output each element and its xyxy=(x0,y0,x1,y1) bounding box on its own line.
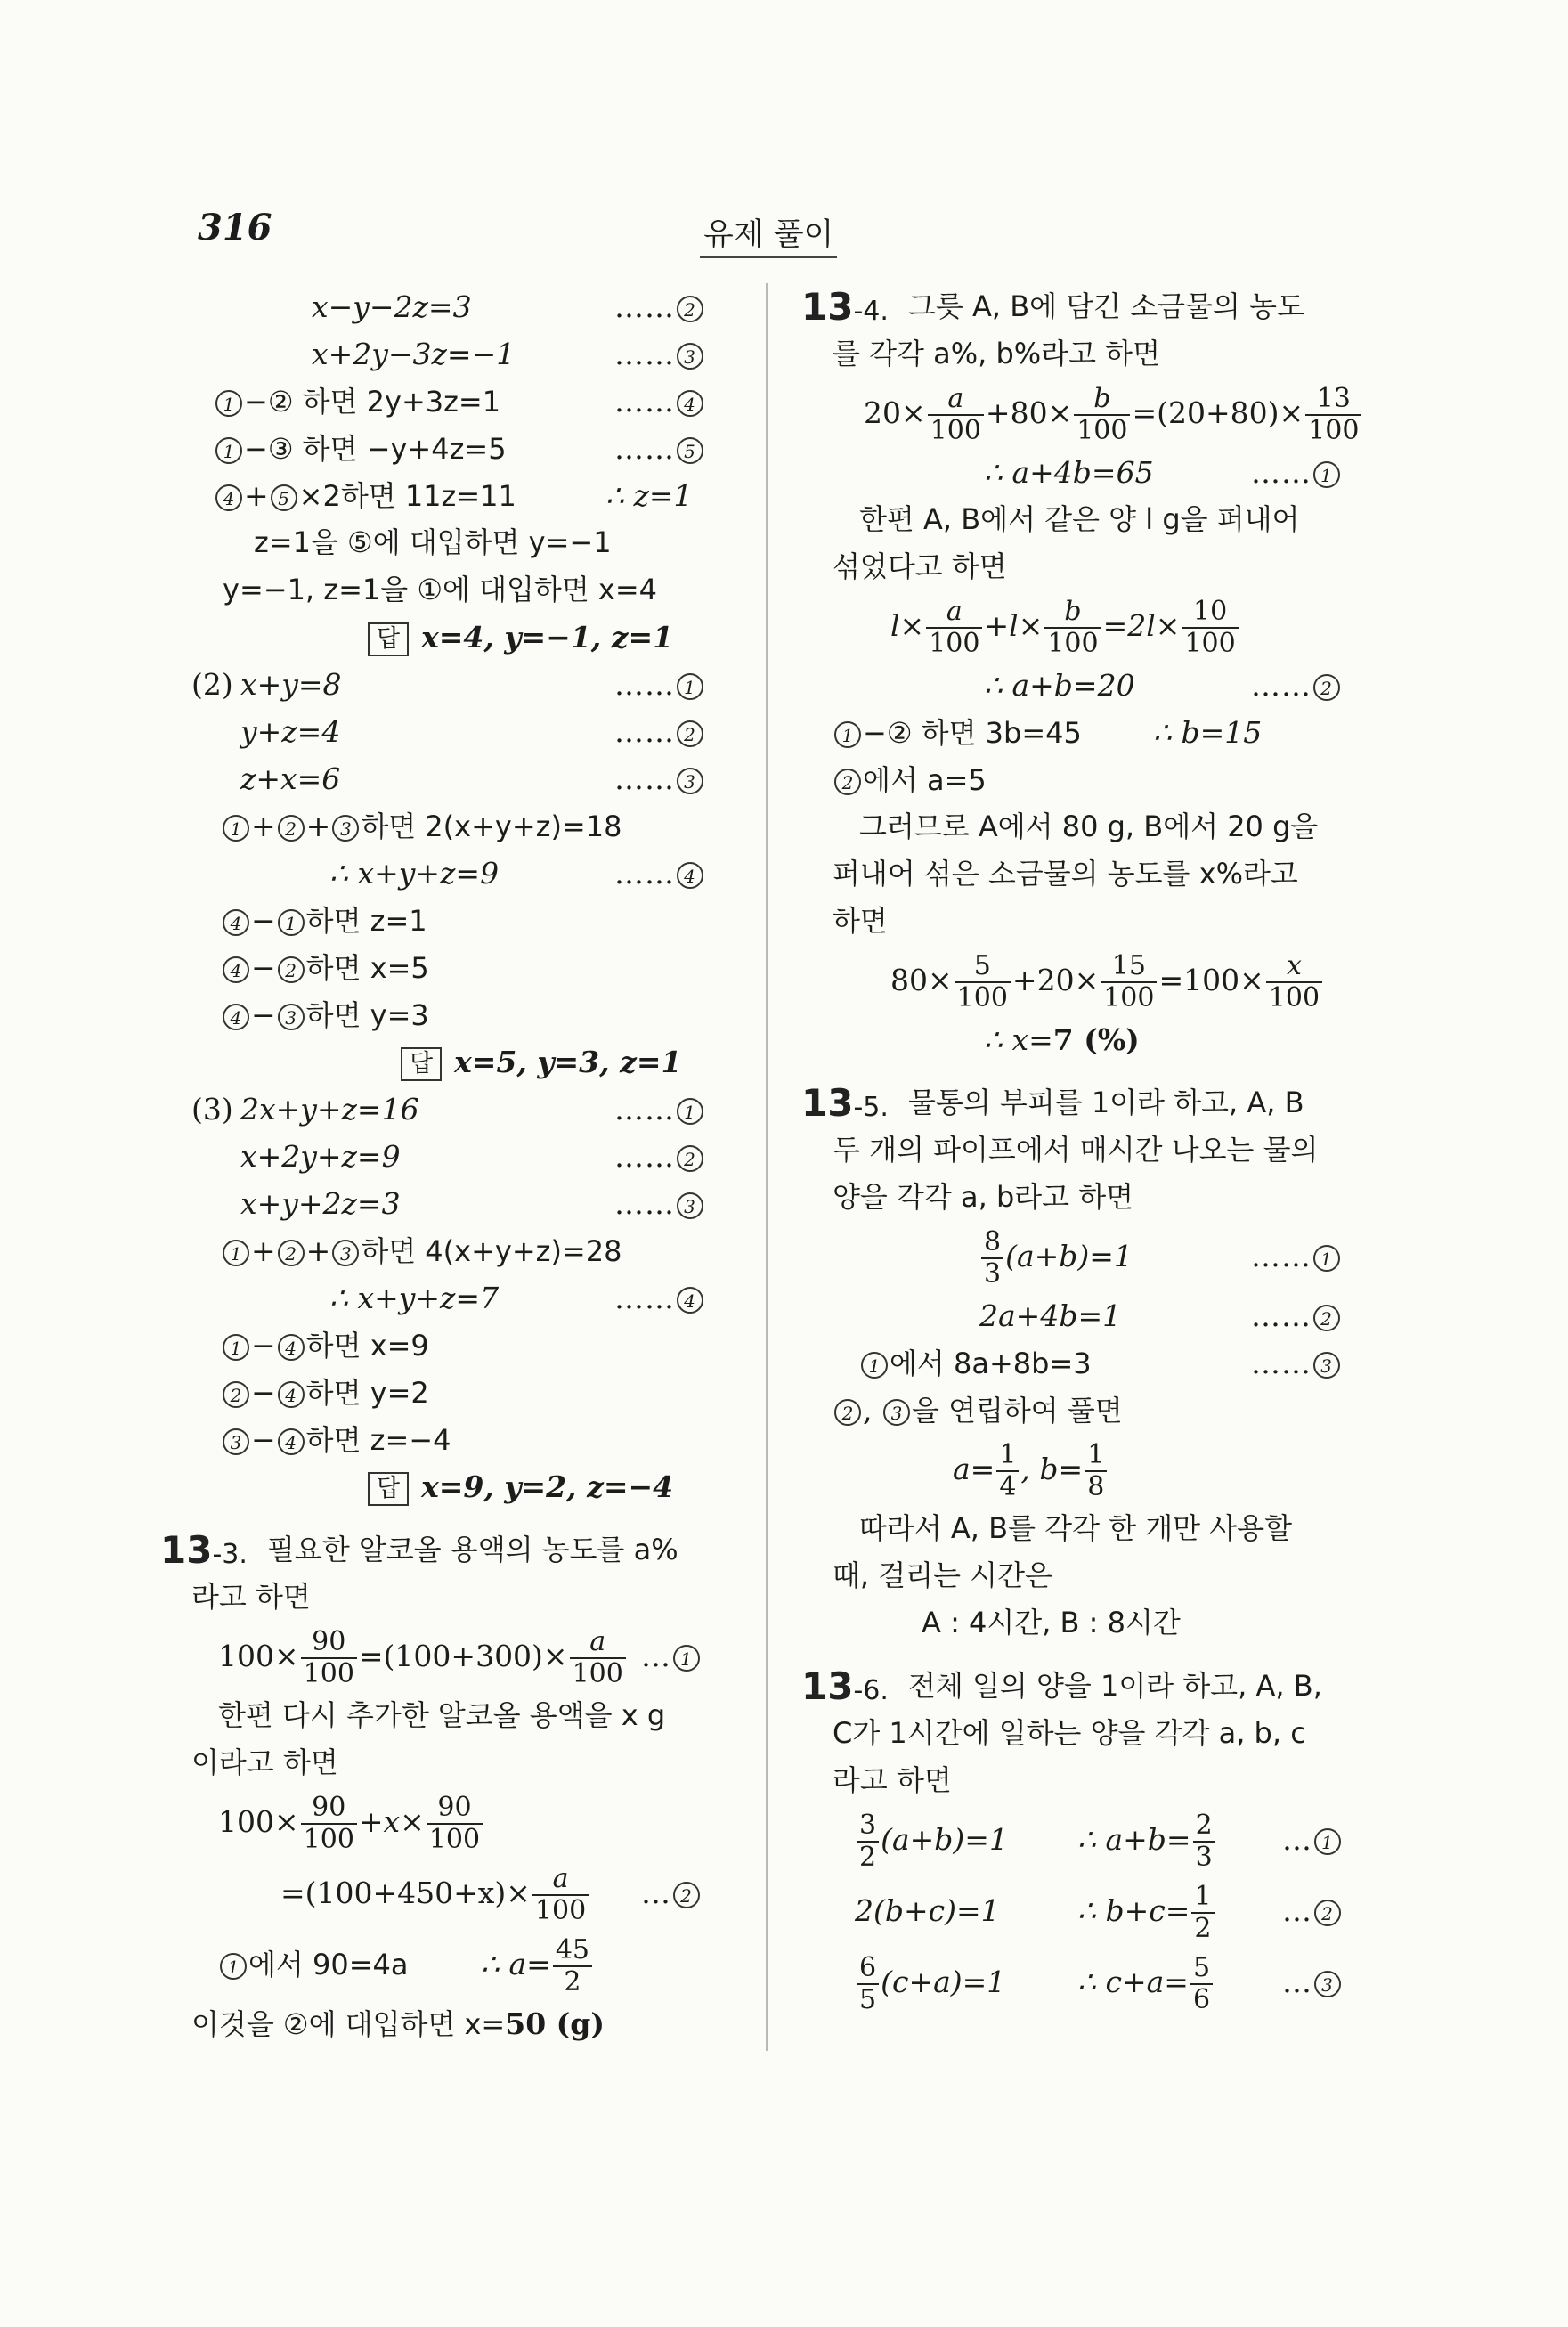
equation-label: …… 2 xyxy=(1251,662,1342,709)
equation-label: …… 2 xyxy=(1251,1292,1342,1339)
equation-text: ∴ a+b=20 xyxy=(984,668,1135,703)
circled-number-4: 4 xyxy=(677,1287,703,1314)
fraction: $\frac{15}{100}$ xyxy=(1101,951,1157,1013)
equation-text: 3 − 4 하면 z=−4 xyxy=(221,1416,451,1464)
problem-text: 한편 다시 추가한 알코올 용액을 x g xyxy=(218,1698,666,1732)
problem-heading xyxy=(160,1526,730,1574)
problem-text: 이것을 ②에 대입하면 x=50 (g) xyxy=(191,2006,605,2041)
circled-number-3: 3 xyxy=(677,1192,703,1219)
equation-text: 1 에서 90=4a xyxy=(218,1929,409,2000)
equation-label: …… 1 xyxy=(1251,1221,1342,1292)
problem-number: 13-5. xyxy=(801,1081,889,1125)
problem-text: 이라고 하면 xyxy=(191,1745,338,1779)
equation-text: 4 − 2 하면 x=5 xyxy=(221,944,429,992)
equation-line xyxy=(801,662,1389,709)
circled-number-1: 1 xyxy=(278,909,305,936)
answer-label-box: 답 xyxy=(401,1047,442,1081)
fraction: $\frac{b}{100}$ xyxy=(1074,384,1130,446)
problem-text: 라고 하면 xyxy=(191,1580,311,1614)
equation-line xyxy=(160,1621,730,1692)
equation-label: … 3 xyxy=(1282,1947,1343,2018)
equation-text: z=1을 ⑤에 대입하면 y=−1 xyxy=(254,525,612,559)
equation-label: …… 4 xyxy=(614,1274,705,1322)
answer-line xyxy=(160,1038,730,1086)
equation-result: ∴ c+a= $\frac{5}{6}$ xyxy=(1077,1947,1215,2018)
equation-text: ∴ x+y+z=9 xyxy=(329,856,500,891)
circled-number-1: 1 xyxy=(677,673,703,700)
circled-number-2: 2 xyxy=(834,769,861,795)
equation-line xyxy=(160,425,730,472)
equation-line xyxy=(160,897,730,944)
equation-text: 2 , 3 을 연립하여 풀면 xyxy=(833,1387,1123,1435)
equation-text: y=−1, z=1을 ①에 대입하면 x=4 xyxy=(223,573,658,606)
circled-number-3: 3 xyxy=(332,1240,359,1266)
circled-number-1: 1 xyxy=(220,1953,247,1980)
text-line xyxy=(801,803,1389,850)
equation-line xyxy=(160,850,730,897)
circled-number-4: 4 xyxy=(278,1381,305,1408)
circled-number-3: 3 xyxy=(278,1004,305,1030)
fraction: $\frac{a}{100}$ xyxy=(570,1627,626,1689)
circled-number-2: 2 xyxy=(677,296,703,322)
equation-text: 4 − 1 하면 z=1 xyxy=(221,897,427,945)
subproblem-number: (3) xyxy=(191,1092,233,1127)
fraction: $\frac{1}{4}$ xyxy=(996,1440,1019,1502)
equation-line xyxy=(160,1227,730,1274)
problem-heading xyxy=(801,1079,1389,1127)
equation-line xyxy=(801,1016,1389,1063)
equation-text: ∴ a+4b=65 xyxy=(984,455,1154,490)
text-line xyxy=(801,330,1389,378)
problem-text: 한편 A, B에서 같은 양 l g을 퍼내어 xyxy=(859,502,1300,536)
equation-label: …… 3 xyxy=(614,1180,705,1227)
circled-number-1: 1 xyxy=(834,721,861,748)
equation-line xyxy=(160,330,730,378)
equation-line xyxy=(160,519,730,566)
answer-label-box: 답 xyxy=(368,622,409,656)
problem-number: 13-6. xyxy=(801,1664,889,1708)
fraction: $\frac{90}{100}$ xyxy=(427,1793,483,1855)
equation-text: ∴ x+y+z=7 xyxy=(329,1281,500,1315)
text-line xyxy=(801,1174,1389,1221)
answer-line xyxy=(160,1463,730,1510)
equation-line xyxy=(801,709,1389,756)
problem-text: 라고 하면 xyxy=(833,1763,952,1797)
left-column xyxy=(160,283,730,2047)
fraction: $\frac{90}{100}$ xyxy=(301,1627,357,1689)
circled-number-1: 1 xyxy=(1314,1828,1341,1855)
problem-text: 필요한 알코올 용액의 농도를 a% xyxy=(267,1533,678,1566)
problem-text: 전체 일의 양을 1이라 하고, A, B, xyxy=(908,1669,1322,1703)
fraction: $\frac{13}{100}$ xyxy=(1305,384,1361,446)
equation-line xyxy=(801,1947,1389,2018)
answer: 답 x=9, y=2, z=−4 xyxy=(368,1463,673,1510)
equation-line xyxy=(801,1434,1389,1505)
circled-number-1: 1 xyxy=(223,1334,249,1361)
problem-number: 13-3. xyxy=(160,1528,248,1572)
answer: 답 x=5, y=3, z=1 xyxy=(401,1038,681,1086)
text-line xyxy=(160,1692,730,1739)
equation-line xyxy=(801,945,1389,1016)
circled-number-1: 1 xyxy=(861,1352,888,1379)
equation-text: x+y+2z=3 xyxy=(240,1186,401,1221)
circled-number-1: 1 xyxy=(223,815,249,842)
equation-line xyxy=(160,472,730,519)
equation-label: …… 1 xyxy=(614,661,705,708)
problem-text: C가 1시간에 일하는 양을 각각 a, b, c xyxy=(833,1716,1306,1750)
equation-label: …… 3 xyxy=(614,330,705,378)
equation-line xyxy=(160,1180,730,1227)
circled-number-4: 4 xyxy=(278,1334,305,1361)
circled-number-1: 1 xyxy=(223,1240,249,1266)
equation-text: x+y=8 xyxy=(240,667,342,702)
text-line xyxy=(160,2000,730,2047)
column-divider xyxy=(766,283,768,2051)
fraction: $\frac{5}{6}$ xyxy=(1190,1953,1213,2015)
fraction: $\frac{a}{100}$ xyxy=(926,597,982,659)
equation-label: … 1 xyxy=(1282,1804,1343,1875)
problem-text: 두 개의 파이프에서 매시간 나오는 물의 xyxy=(833,1133,1319,1167)
equation-line xyxy=(160,1086,730,1133)
equation-label: …… 2 xyxy=(614,1133,705,1180)
equation-text: 1 −② 하면 2y+3z=1 xyxy=(214,378,500,426)
equation-label: …… 3 xyxy=(1251,1339,1342,1387)
circled-number-1: 1 xyxy=(215,437,242,464)
fraction: $\frac{a}{100}$ xyxy=(532,1864,589,1926)
equation-line xyxy=(801,1339,1389,1387)
text-line xyxy=(160,1739,730,1786)
equation-line xyxy=(160,991,730,1038)
equation-line xyxy=(801,1387,1389,1434)
equation-line xyxy=(801,378,1389,449)
circled-number-2: 2 xyxy=(223,1381,249,1408)
circled-number-1: 1 xyxy=(673,1645,700,1672)
equation-label: …… 5 xyxy=(614,425,705,472)
equation-label: … 1 xyxy=(641,1621,702,1692)
fraction: $\frac{90}{100}$ xyxy=(301,1793,357,1855)
fraction: $\frac{2}{3}$ xyxy=(1193,1810,1215,1873)
equation-result: ∴ z=1 xyxy=(605,478,693,513)
circled-number-4: 4 xyxy=(677,862,703,889)
equation-text: =(100+450+x)× $\frac{a}{100}$ xyxy=(280,1858,590,1929)
equation-line xyxy=(160,283,730,330)
equation-text: x−y−2z=3 xyxy=(312,289,472,324)
fraction: $\frac{45}{2}$ xyxy=(553,1935,592,1997)
circled-number-5: 5 xyxy=(271,484,297,511)
equation-text: 1 −② 하면 3b=45 xyxy=(833,709,1082,757)
circled-number-3: 3 xyxy=(677,768,703,794)
equation-text: 1 + 2 + 3 하면 4(x+y+z)=28 xyxy=(221,1227,622,1275)
equation-text: 1 + 2 + 3 하면 2(x+y+z)=18 xyxy=(221,802,622,850)
equation-line xyxy=(801,1804,1389,1875)
equation-label: …… 2 xyxy=(614,283,705,330)
fraction: $\frac{3}{2}$ xyxy=(857,1810,879,1873)
circled-number-1: 1 xyxy=(215,390,242,417)
fraction: $\frac{b}{100}$ xyxy=(1044,597,1101,659)
page-number: 316 xyxy=(198,207,272,248)
equation-label: …… 2 xyxy=(614,708,705,755)
circled-number-2: 2 xyxy=(673,1882,700,1908)
circled-number-4: 4 xyxy=(215,484,242,511)
equation-line xyxy=(160,1858,730,1929)
equation-label: …… 3 xyxy=(614,755,705,802)
equation-text: 1 에서 8a+8b=3 xyxy=(859,1339,1092,1387)
equation-line xyxy=(801,1221,1389,1292)
circled-number-2: 2 xyxy=(1313,1305,1340,1331)
text-line xyxy=(801,496,1389,543)
equation-text: $\frac{3}{2}$ (a+b)=1 xyxy=(855,1804,1008,1875)
equation-result: ∴ a= $\frac{45}{2}$ xyxy=(481,1929,594,2000)
equation-text: 100× $\frac{90}{100}$ =(100+300)× $\frac{a}{100}$ xyxy=(218,1621,628,1692)
equation-text: a= $\frac{1}{4}$ , b= $\frac{1}{8}$ xyxy=(953,1434,1109,1505)
text-line xyxy=(801,1552,1389,1599)
text-line xyxy=(801,543,1389,590)
problem-text: 때, 걸리는 시간은 xyxy=(833,1558,1052,1592)
equation-line xyxy=(160,566,730,614)
circled-number-2: 2 xyxy=(677,1145,703,1172)
fraction: $\frac{10}{100}$ xyxy=(1182,597,1238,659)
fraction: $\frac{1}{2}$ xyxy=(1191,1882,1214,1944)
circled-number-3: 3 xyxy=(883,1399,910,1426)
equation-text: 4 + 5 ×2하면 11z=11 xyxy=(214,472,516,520)
equation-text: x+2y+z=9 xyxy=(240,1139,401,1174)
equation-line xyxy=(160,1786,730,1858)
problem-text: 하면 xyxy=(833,904,888,938)
fraction: $\frac{5}{100}$ xyxy=(955,951,1011,1013)
problem-text: 그릇 A, B에 담긴 소금물의 농도 xyxy=(908,289,1304,323)
answer-label-box: 답 xyxy=(368,1472,409,1506)
equation-text: 100× $\frac{90}{100}$ +x× $\frac{90}{100}$ xyxy=(218,1786,484,1858)
circled-number-2: 2 xyxy=(278,815,305,842)
text-line xyxy=(801,850,1389,898)
equation-line xyxy=(160,802,730,850)
equation-label: …… 1 xyxy=(1251,449,1342,496)
circled-number-4: 4 xyxy=(223,909,249,936)
equation-line xyxy=(160,1322,730,1369)
circled-number-3: 3 xyxy=(332,815,359,842)
circled-number-4: 4 xyxy=(223,1004,249,1030)
problem-text: 양을 각각 a, b라고 하면 xyxy=(833,1180,1134,1214)
circled-number-3: 3 xyxy=(1313,1352,1340,1379)
circled-number-4: 4 xyxy=(278,1428,305,1455)
equation-text: $\frac{6}{5}$ (c+a)=1 xyxy=(855,1947,1005,2018)
problem-text: 를 각각 a%, b%라고 하면 xyxy=(833,337,1160,370)
equation-text: 4 − 3 하면 y=3 xyxy=(221,991,429,1039)
answer-line xyxy=(160,614,730,661)
problem-text: 퍼내어 섞은 소금물의 농도를 x%라고 xyxy=(833,857,1298,891)
equation-text: 2 − 4 하면 y=2 xyxy=(221,1369,429,1417)
circled-number-4: 4 xyxy=(677,390,703,417)
problem-text: 따라서 A, B를 각각 한 개만 사용할 xyxy=(859,1511,1292,1545)
equation-line xyxy=(801,1875,1389,1947)
equation-line xyxy=(160,755,730,802)
fraction: $\frac{8}{3}$ xyxy=(981,1227,1003,1290)
equation-label: …… 4 xyxy=(614,850,705,897)
equation-text: y+z=4 xyxy=(240,714,341,749)
equation-text: 2x+y+z=16 xyxy=(240,1092,419,1127)
equation-text: 2 에서 a=5 xyxy=(833,756,987,804)
equation-line xyxy=(160,1929,730,2000)
running-title: 유제 풀이 xyxy=(700,210,837,258)
equation-line xyxy=(801,590,1389,662)
equation-line xyxy=(801,756,1389,803)
problem-heading xyxy=(801,1663,1389,1710)
circled-number-2: 2 xyxy=(834,1399,861,1426)
equation-line xyxy=(160,1369,730,1416)
equation-line xyxy=(160,661,730,708)
equation-text: 80× $\frac{5}{100}$ +20× $\frac{15}{100}$ =100× $\frac{x}{100}$ xyxy=(890,945,1324,1016)
equation-text: l× $\frac{a}{100}$ +l× $\frac{b}{100}$ =2l× $\frac{10}{100}$ xyxy=(890,590,1240,662)
fraction: $\frac{a}{100}$ xyxy=(928,384,984,446)
circled-number-2: 2 xyxy=(1314,1900,1341,1926)
equation-text: 2a+4b=1 xyxy=(979,1298,1122,1333)
equation-line xyxy=(160,944,730,991)
problem-number: 13-4. xyxy=(801,285,889,329)
circled-number-1: 1 xyxy=(1313,461,1340,488)
equation-label: … 2 xyxy=(1282,1875,1343,1947)
equation-text: 2(b+c)=1 xyxy=(855,1893,1000,1928)
fraction: $\frac{6}{5}$ xyxy=(857,1953,879,2015)
equation-result: ∴ a+b= $\frac{2}{3}$ xyxy=(1077,1804,1217,1875)
equation-result: ∴ x=7 (%) xyxy=(984,1022,1140,1057)
equation-label: … 2 xyxy=(641,1858,702,1929)
fraction: $\frac{1}{8}$ xyxy=(1085,1440,1107,1502)
equation-text: x+2y−3z=−1 xyxy=(312,337,516,371)
equation-line xyxy=(801,449,1389,496)
fraction: $\frac{x}{100}$ xyxy=(1266,951,1322,1013)
circled-number-4: 4 xyxy=(223,956,249,983)
circled-number-2: 2 xyxy=(1313,674,1340,701)
circled-number-2: 2 xyxy=(677,720,703,747)
equation-line xyxy=(160,708,730,755)
equation-line xyxy=(801,1292,1389,1339)
problem-text: 물통의 부피를 1이라 하고, A, B xyxy=(908,1086,1304,1119)
circled-number-2: 2 xyxy=(278,956,305,983)
equation-text: 20× $\frac{a}{100}$ +80× $\frac{b}{100}$ =(20+80)× $\frac{13}{100}$ xyxy=(864,378,1363,449)
circled-number-3: 3 xyxy=(223,1428,249,1455)
right-column xyxy=(801,283,1389,2018)
circled-number-3: 3 xyxy=(677,343,703,370)
equation-text: $\frac{8}{3}$ (a+b)=1 xyxy=(979,1221,1133,1292)
answer: 답 x=4, y=−1, z=1 xyxy=(368,614,673,661)
problem-text: 섞었다고 하면 xyxy=(833,549,1007,583)
circled-number-5: 5 xyxy=(677,437,703,464)
circled-number-1: 1 xyxy=(1313,1245,1340,1272)
text-line xyxy=(801,1710,1389,1757)
equation-line xyxy=(160,1416,730,1463)
text-line xyxy=(801,1505,1389,1552)
equation-line xyxy=(160,1133,730,1180)
answer-line xyxy=(801,1599,1389,1647)
equation-text: z+x=6 xyxy=(240,761,341,796)
equation-line xyxy=(160,1274,730,1322)
subproblem-number: (2) xyxy=(191,667,233,702)
equation-result: ∴ b=15 xyxy=(1153,715,1263,750)
answer: A : 4시간, B : 8시간 xyxy=(922,1606,1181,1639)
text-line xyxy=(801,898,1389,945)
equation-label: …… 4 xyxy=(614,378,705,425)
equation-line xyxy=(160,378,730,425)
text-line xyxy=(801,1127,1389,1174)
equation-label: …… 1 xyxy=(614,1086,705,1133)
text-line xyxy=(801,1757,1389,1804)
problem-heading xyxy=(801,283,1389,330)
circled-number-2: 2 xyxy=(278,1240,305,1266)
equation-result: ∴ b+c= $\frac{1}{2}$ xyxy=(1077,1875,1216,1947)
circled-number-1: 1 xyxy=(677,1098,703,1125)
text-line xyxy=(160,1574,730,1621)
equation-text: 1 −③ 하면 −y+4z=5 xyxy=(214,425,507,473)
equation-text: 1 − 4 하면 x=9 xyxy=(221,1322,429,1370)
circled-number-3: 3 xyxy=(1314,1971,1341,1997)
problem-text: 그러므로 A에서 80 g, B에서 20 g을 xyxy=(859,810,1319,843)
